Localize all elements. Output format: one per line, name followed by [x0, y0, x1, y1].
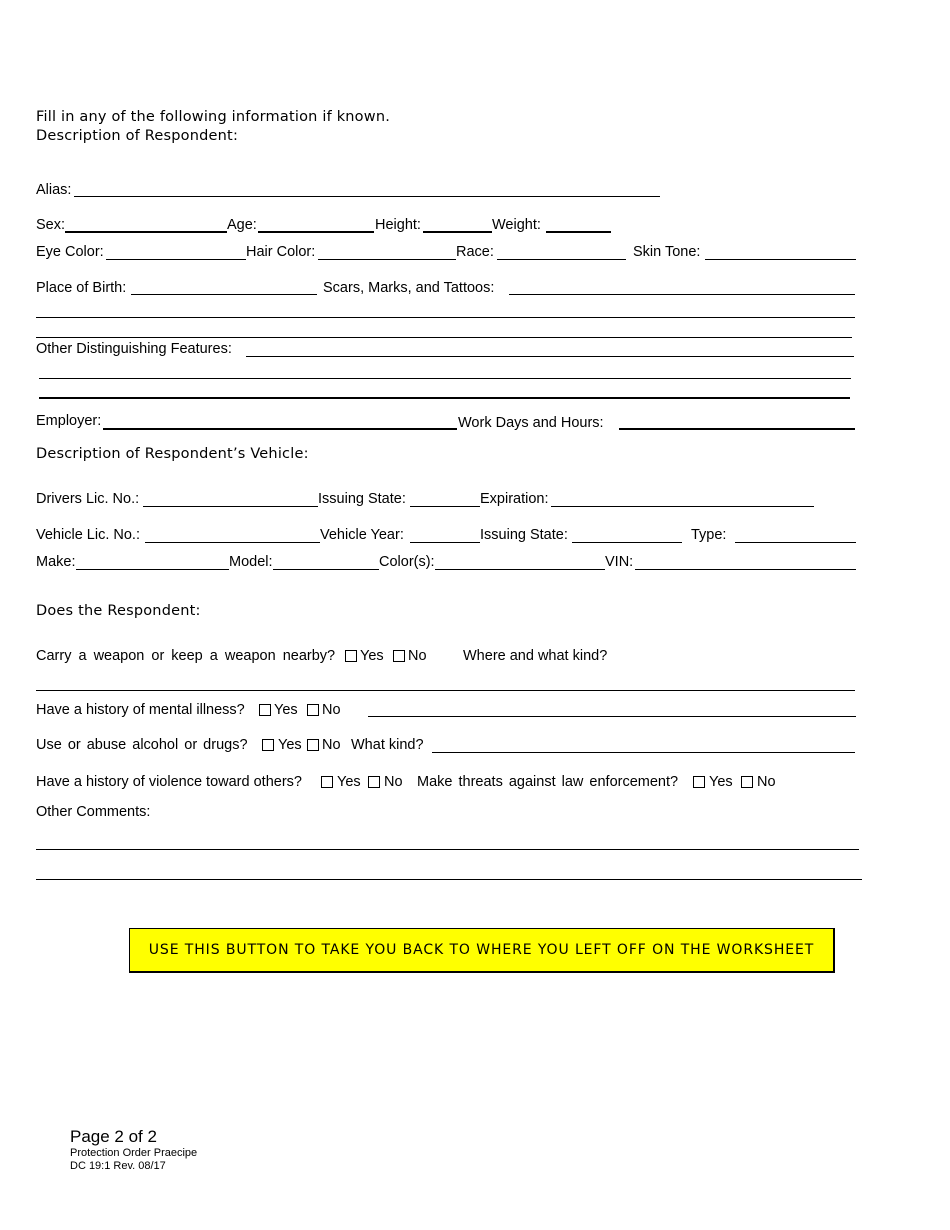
comments-field-line-1[interactable] [36, 849, 859, 850]
threats-question: Make threats against law enforcement? [417, 774, 679, 790]
other-comments-label: Other Comments: [36, 804, 151, 820]
vehicle-year-field[interactable] [410, 542, 480, 543]
hair-color-field[interactable] [318, 259, 456, 260]
weapon-no-label: No [408, 648, 427, 664]
issuing-state-field[interactable] [410, 506, 480, 507]
height-field[interactable] [423, 231, 492, 233]
mental-yes-checkbox[interactable] [259, 704, 271, 716]
skin-tone-label: Skin Tone: [633, 244, 701, 260]
mental-no-checkbox[interactable] [307, 704, 319, 716]
vehicle-lic-label: Vehicle Lic. No.: [36, 527, 140, 543]
sex-label: Sex: [36, 217, 66, 233]
height-label: Height: [375, 217, 421, 233]
form-code: DC 19:1 Rev. 08/17 [70, 1160, 166, 1172]
issuing-state-label: Issuing State: [318, 491, 406, 507]
violence-question: Have a history of violence toward others? [36, 774, 302, 790]
violence-no-label: No [384, 774, 403, 790]
work-days-field[interactable] [619, 428, 855, 430]
vehicle-heading: Description of Respondent’s Vehicle: [36, 446, 309, 462]
mental-no-label: No [322, 702, 341, 718]
scars-label: Scars, Marks, and Tattoos: [323, 280, 495, 296]
form-name: Protection Order Praecipe [70, 1147, 198, 1159]
vin-field[interactable] [635, 569, 856, 570]
sex-field[interactable] [65, 231, 227, 233]
expiration-field[interactable] [551, 506, 814, 507]
violence-yes-label: Yes [337, 774, 361, 790]
weapon-question: Carry a weapon or keep a weapon nearby? [36, 648, 336, 664]
colors-field[interactable] [435, 569, 605, 570]
drivers-lic-label: Drivers Lic. No.: [36, 491, 140, 507]
race-label: Race: [456, 244, 494, 260]
back-to-worksheet-button[interactable] [129, 928, 835, 973]
does-heading: Does the Respondent: [36, 603, 201, 619]
other-features-label: Other Distinguishing Features: [36, 341, 232, 357]
other-features-line-2[interactable] [39, 378, 851, 379]
scars-field-line-2[interactable] [36, 317, 855, 318]
vehicle-year-label: Vehicle Year: [320, 527, 404, 543]
page-number: Page 2 of 2 [70, 1127, 157, 1146]
place-of-birth-field[interactable] [131, 294, 317, 295]
weight-field[interactable] [546, 231, 611, 233]
comments-field-line-2[interactable] [36, 879, 862, 880]
make-field[interactable] [76, 569, 229, 570]
weapon-kind-field[interactable] [36, 690, 855, 691]
weapon-no-checkbox[interactable] [393, 650, 405, 662]
place-of-birth-label: Place of Birth: [36, 280, 127, 296]
model-label: Model: [229, 554, 273, 570]
threats-yes-label: Yes [709, 774, 733, 790]
other-features-line-3[interactable] [39, 397, 850, 399]
what-kind-field[interactable] [432, 752, 855, 753]
scars-field[interactable] [509, 294, 855, 295]
violence-no-checkbox[interactable] [368, 776, 380, 788]
age-label: Age: [227, 217, 257, 233]
model-field[interactable] [273, 569, 379, 570]
alcohol-no-label: No [322, 737, 341, 753]
mental-yes-label: Yes [274, 702, 298, 718]
vehicle-lic-field[interactable] [145, 542, 320, 543]
alcohol-no-checkbox[interactable] [307, 739, 319, 751]
what-kind-label: What kind? [351, 737, 424, 753]
threats-yes-checkbox[interactable] [693, 776, 705, 788]
type-label: Type: [691, 527, 727, 543]
type-field[interactable] [735, 542, 856, 543]
issuing-state-2-field[interactable] [572, 542, 682, 543]
description-heading: Description of Respondent: [36, 128, 239, 144]
threats-no-checkbox[interactable] [741, 776, 753, 788]
weapon-yes-checkbox[interactable] [345, 650, 357, 662]
mental-question: Have a history of mental illness? [36, 702, 245, 718]
vin-label: VIN: [605, 554, 634, 570]
race-field[interactable] [497, 259, 626, 260]
alcohol-yes-label: Yes [278, 737, 302, 753]
intro-text: Fill in any of the following information if known. [36, 109, 391, 125]
age-field[interactable] [258, 231, 374, 233]
threats-no-label: No [757, 774, 776, 790]
eye-color-label: Eye Color: [36, 244, 104, 260]
colors-label: Color(s): [379, 554, 435, 570]
hair-color-label: Hair Color: [246, 244, 316, 260]
scars-field-line-3[interactable] [36, 337, 852, 338]
employer-label: Employer: [36, 413, 102, 429]
expiration-label: Expiration: [480, 491, 549, 507]
employer-field[interactable] [103, 428, 457, 430]
eye-color-field[interactable] [106, 259, 246, 260]
other-features-field[interactable] [246, 356, 854, 357]
issuing-state-2-label: Issuing State: [480, 527, 568, 543]
where-kind-label: Where and what kind? [463, 648, 608, 664]
skin-tone-field[interactable] [705, 259, 856, 260]
mental-details-field[interactable] [368, 716, 856, 717]
violence-yes-checkbox[interactable] [321, 776, 333, 788]
weapon-yes-label: Yes [360, 648, 384, 664]
back-to-worksheet-label: USE THIS BUTTON TO TAKE YOU BACK TO WHERE YOU LEFT OFF ON THE WORKSHEET [148, 942, 815, 958]
work-days-label: Work Days and Hours: [458, 415, 604, 431]
alcohol-yes-checkbox[interactable] [262, 739, 274, 751]
weight-label: Weight: [492, 217, 541, 233]
alias-label: Alias: [36, 182, 72, 198]
make-label: Make: [36, 554, 76, 570]
drivers-lic-field[interactable] [143, 506, 318, 507]
alias-field[interactable] [74, 196, 660, 197]
alcohol-question: Use or abuse alcohol or drugs? [36, 737, 248, 753]
